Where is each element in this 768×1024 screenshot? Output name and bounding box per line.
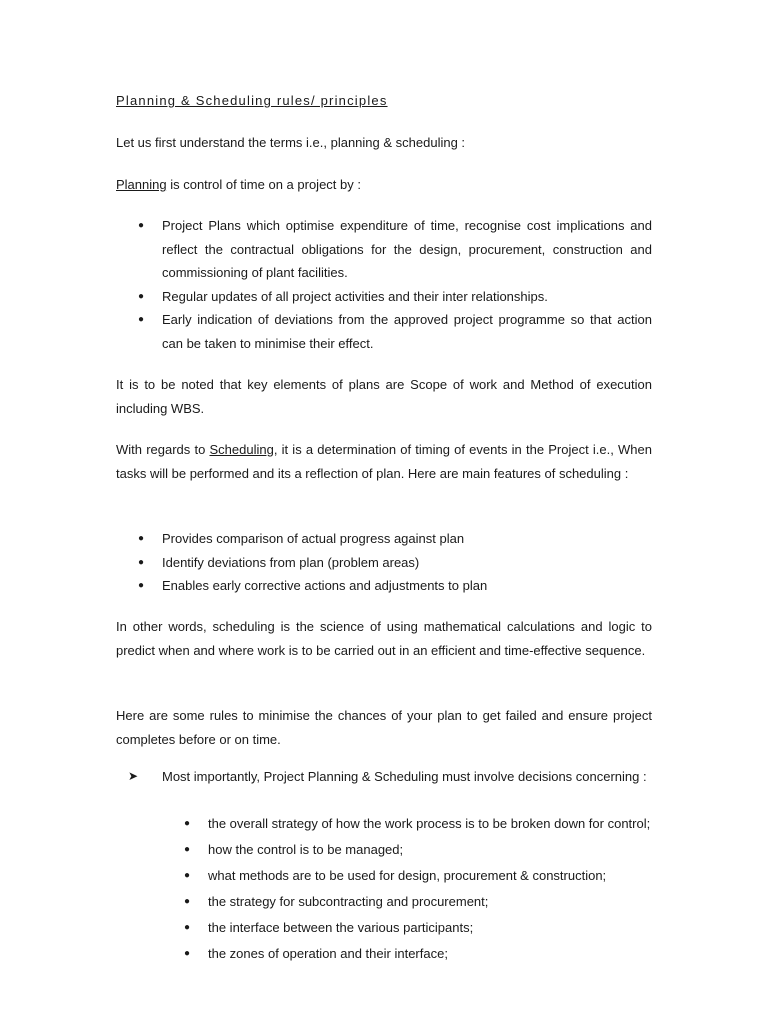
bullet-icon: ● <box>184 896 191 907</box>
bullet-icon: ● <box>138 533 145 544</box>
scheduling-term: Scheduling <box>209 442 274 457</box>
planning-definition <box>116 177 361 192</box>
planning-term: Planning <box>116 177 167 192</box>
list-item: ● what methods are to be used for design, procurement & construction; <box>184 868 607 883</box>
bullet-icon: ● <box>138 314 145 325</box>
other-words-paragraph: In other words, scheduling is the science of using mathematical calculations and logic to predict when and where work is to be carried out in an efficient and time-effective sequence. <box>116 619 652 658</box>
list-item: ● Provides comparison of actual progress against plan <box>116 527 652 551</box>
list-item: ● Early indication of deviations from the approved project programme so that action can be taken to minimise their effect. <box>116 308 652 355</box>
rule-sub-list <box>116 816 652 972</box>
wbs-note-paragraph: It is to be noted that key elements of plans are Scope of work and Method of execution including WBS. <box>116 377 652 416</box>
bullet-icon: ● <box>184 818 191 829</box>
list-item: ● Project Plans which optimise expenditure of time, recognise cost implications and reflect the contractual obligations for the design, procurement, construction and commissioning of plant facilities. <box>116 214 652 285</box>
rule-text: Most importantly, Project Planning & Scheduling must involve decisions concerning : <box>162 769 647 784</box>
rule-item <box>116 765 652 789</box>
bullet-icon: ● <box>184 870 191 881</box>
bullet-icon: ● <box>184 922 191 933</box>
rules-intro-paragraph: Here are some rules to minimise the chances of your plan to get failed and ensure project completes before or on time. <box>116 708 652 747</box>
bullet-icon: ● <box>184 844 191 855</box>
list-item: ● the strategy for subcontracting and procurement; <box>184 894 489 909</box>
list-item: ● Identify deviations from plan (problem areas) <box>116 551 652 575</box>
bullet-icon: ● <box>138 580 145 591</box>
list-item: ● the interface between the various participants; <box>184 920 474 935</box>
bullet-icon: ● <box>138 290 145 302</box>
list-item: ● Enables early corrective actions and adjustments to plan <box>116 574 652 598</box>
bullet-icon: ● <box>138 556 145 568</box>
bullet-icon: ● <box>184 948 191 959</box>
list-item: ● how the control is to be managed; <box>184 842 404 857</box>
scheduling-bullet-list <box>116 527 652 598</box>
planning-definition-text: is control of time on a project by : <box>166 177 361 192</box>
intro-paragraph: Let us first understand the terms i.e., planning & scheduling : <box>116 135 466 150</box>
arrow-bullet-icon: ➤ <box>128 769 139 783</box>
list-item: ● the zones of operation and their interface; <box>184 946 448 961</box>
list-item: ● Regular updates of all project activities and their inter relationships. <box>116 285 652 309</box>
page-title: Planning & Scheduling rules/ principles <box>116 93 388 108</box>
planning-bullet-list <box>116 214 652 355</box>
scheduling-definition: With regards to Scheduling, it is a determination of timing of events in the Project i.e., When tasks will be performed and its a reflection of plan. Here are main features of scheduling : <box>116 442 652 481</box>
bullet-icon: ● <box>138 220 145 231</box>
list-item: ● the overall strategy of how the work process is to be broken down for control; <box>184 816 651 831</box>
